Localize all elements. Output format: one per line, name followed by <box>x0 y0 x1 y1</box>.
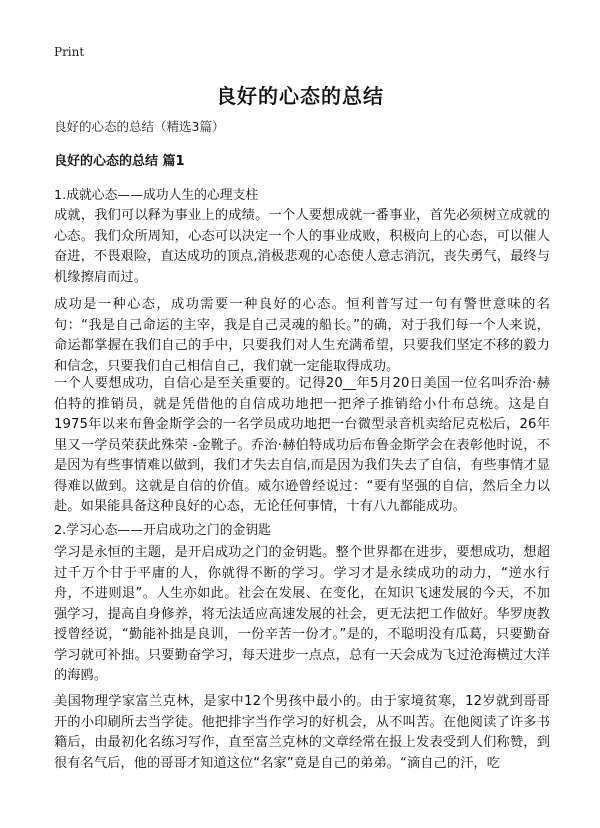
document-subtitle: 良好的心态的总结（精选3篇） <box>54 119 225 134</box>
paragraph-4: 学习是永恒的主题，是开启成功之门的金钥匙。整个世界都在进步，要想成功，想超过千万个甘于平庸的人，你就得不断的学习。学习才是永续成功的动力，“逆水行舟，不进则退”。人生亦如此。社会在发展、在变化，在知识飞速发展的今天，不加强学习，提高自身修养，将无法适应高速发展的社会，更无法把工作做好。华罗庚教授曾经说，“勤能补拙是良训，一份辛苦一份才。”是的，不聪明没有瓜葛，只要勤奋学习就可补拙。只要勤奋学习，每天进步一点点，总有一天会成为飞过沧海横过大洋的海鸥。 <box>54 545 550 683</box>
section-heading-1: 1.成就心态——成功人生的心理支柱 <box>54 188 259 203</box>
paragraph-5: 美国物理学家富兰克林，是家中12个男孩中最小的。由于家境贫寒，12岁就到哥哥开的小印刷所去当学徒。他把排字当作学习的好机会，从不叫苦。在他阅读了许多书籍后，由最初化名练习写作，直至富兰克林的文章经常在报上发表受到人们称赞，到很有名气后，他的哥哥才知道这位“名家”竟是自己的弟弟。“滴自己的汗，吃 <box>54 694 550 771</box>
chapter-heading: 良好的心态的总结 篇1 <box>54 154 185 169</box>
paragraph-3: 一个人要想成功，自信心是至关重要的。记得20__年5月20日美国一位名叫乔治·赫伯特的推销员，就是凭借他的自信成功地把一把斧子推销给小什布总统。这是自1975年以来布鲁金斯学会的一名学员成功地把一台微型录音机卖给尼克松后，26年里又一学员荣获此殊荣 -金靴子。乔治·赫伯特成功后布鲁金斯学会在表彰他时说，不是因为有些事情难以做到，我们才失去自信,而是因为我们失去了自信，有些事情才显得难以做到。这就是自信的价值。威尔逊曾经说过：“要有坚强的自信，然后全力以赴。如果能具备这种良好的心态，无论任何事情，十有八九都能成功。 <box>54 376 550 514</box>
page-title: 良好的心态的总结 <box>216 84 384 108</box>
paragraph-1: 成就，我们可以释为事业上的成绩。一个人要想成就一番事业，首先必须树立成就的心态。我们众所周知，心态可以决定一个人的事业成败，积极向上的心态，可以催人奋进，不畏艰险，直达成功的顶点,消极悲观的心态使人意志消沉，丧失勇气，最终与机缘擦肩而过。 <box>54 208 550 285</box>
section-heading-2: 2.学习心态——开启成功之门的金钥匙 <box>54 523 271 538</box>
print-link[interactable]: Print <box>54 45 85 59</box>
paragraph-2: 成功是一种心态，成功需要一种良好的心态。恒利普写过一句有警世意味的名句：“我是自己命运的主宰，我是自己灵魂的船长。”的确，对于我们每一个人来说，命运都掌握在我们自己的手中，只要我们对人生充满希望，只要我们坚定不移的毅力和信念，只要我们自己相信自己，我们就一定能取得成功。 <box>54 297 550 374</box>
